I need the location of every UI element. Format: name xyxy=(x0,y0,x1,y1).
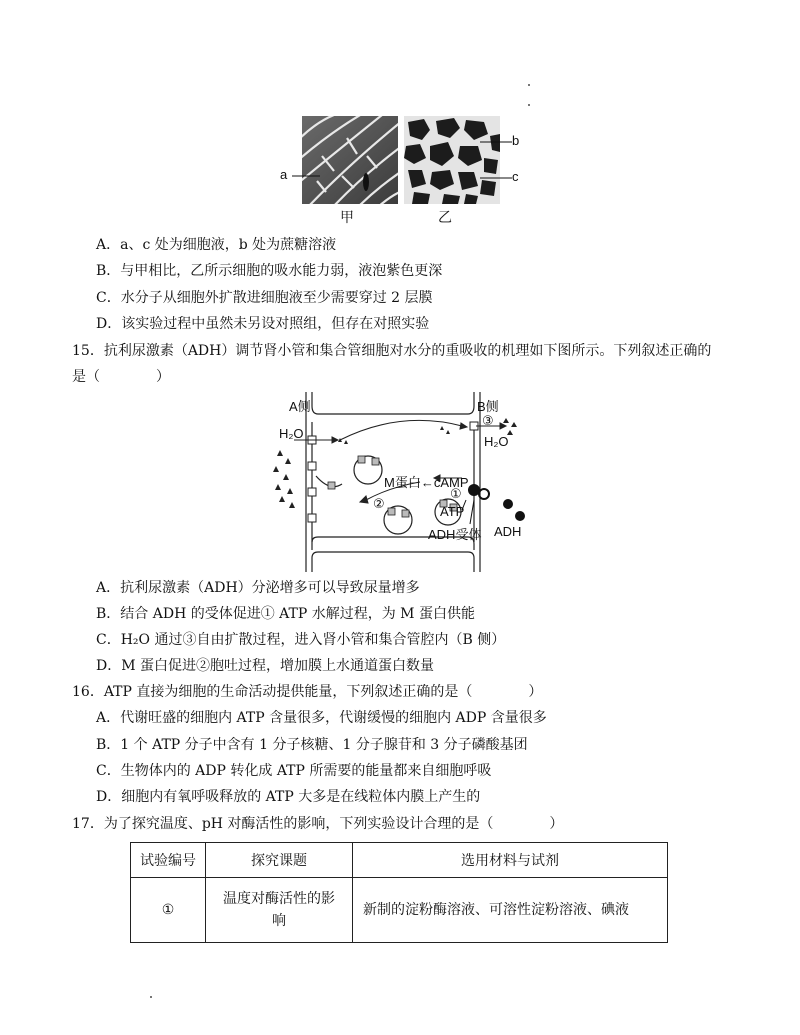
q15-stem-line2: 是（ ） xyxy=(72,369,170,385)
topic-line: 响 xyxy=(272,913,286,929)
mark-1: ① xyxy=(450,486,462,501)
side-b-label: B侧 xyxy=(477,399,499,414)
experiment-table xyxy=(130,842,668,943)
mark-2: ② xyxy=(373,496,385,511)
table-cell-topic xyxy=(206,878,353,943)
h2o-right-label: H₂O xyxy=(484,434,509,449)
q14-option-c: C．水分子从细胞外扩散进细胞液至少需要穿过 2 层膜 xyxy=(96,290,433,306)
q15-option-c: C．H₂O 通过③自由扩散过程，进入肾小管和集合管腔内（B 侧） xyxy=(96,632,506,648)
label-a: a xyxy=(280,167,288,182)
table-header-cell: 选用材料与试剂 xyxy=(353,843,668,878)
adh-label: ADH xyxy=(494,524,522,539)
q16-option-a: A．代谢旺盛的细胞内 ATP 含量很多，代谢缓慢的细胞内 ADP 含量很多 xyxy=(96,710,547,726)
table-header-row xyxy=(131,843,668,878)
q16-stem: 16．ATP 直接为细胞的生命活动提供能量，下列叙述正确的是（ ） xyxy=(72,684,543,700)
label-b: b xyxy=(512,133,520,148)
q16-option-c: C．生物体内的 ADP 转化成 ATP 所需要的能量都来自细胞呼吸 xyxy=(96,763,492,779)
atp-label: ATP xyxy=(440,504,465,519)
q17-stem: 17．为了探究温度、pH 对酶活性的影响，下列实验设计合理的是（ ） xyxy=(72,816,564,832)
label-c: c xyxy=(512,169,519,184)
scan-speck xyxy=(528,104,530,106)
q14-option-b: B．与甲相比，乙所示细胞的吸水能力弱，液泡紫色更深 xyxy=(96,263,443,279)
side-a-label: A侧 xyxy=(289,399,311,414)
q15-stem-line1: 15．抗利尿激素（ADH）调节肾小管和集合管细胞对水分的重吸收的机理如下图所示。下列叙述正确的 xyxy=(72,343,712,359)
adh-receptor-label: ADH受体 xyxy=(428,527,482,542)
caption-jia: 甲 xyxy=(340,209,354,225)
figure14-leader-lines xyxy=(290,136,530,186)
q16-option-b: B．1 个 ATP 分子中含有 1 分子核糖、1 分子腺苷和 3 分子磷酸基团 xyxy=(96,737,528,753)
scan-speck xyxy=(528,84,530,86)
q15-option-a: A．抗利尿激素（ADH）分泌增多可以导致尿量增多 xyxy=(96,580,420,596)
table-header-cell: 试验编号 xyxy=(131,843,206,878)
q15-option-b: B．结合 ADH 的受体促进① ATP 水解过程，为 M 蛋白供能 xyxy=(96,606,475,622)
q16-option-d: D．细胞内有氧呼吸释放的 ATP 大多是在线粒体内膜上产生的 xyxy=(96,789,481,805)
table-row xyxy=(131,878,668,943)
m-protein-label: M蛋白←cAMP xyxy=(384,475,469,490)
topic-line: 温度对酶活性的影 xyxy=(223,891,335,907)
table-cell-materials: 新制的淀粉酶溶液、可溶性淀粉溶液、碘液 xyxy=(353,878,668,943)
q14-option-d: D．该实验过程中虽然未另设对照组，但存在对照实验 xyxy=(96,316,430,332)
q14-option-a: A．a、c 处为细胞液，b 处为蔗糖溶液 xyxy=(96,237,337,253)
caption-yi: 乙 xyxy=(438,209,452,225)
table-header-cell: 探究课题 xyxy=(206,843,353,878)
table-cell-id: ① xyxy=(131,878,206,943)
q15-option-d: D．M 蛋白促进②胞吐过程，增加膜上水通道蛋白数量 xyxy=(96,658,435,674)
h2o-left-label: H₂O xyxy=(279,426,304,441)
mark-3: ③ xyxy=(482,413,494,428)
scan-speck xyxy=(150,996,152,998)
